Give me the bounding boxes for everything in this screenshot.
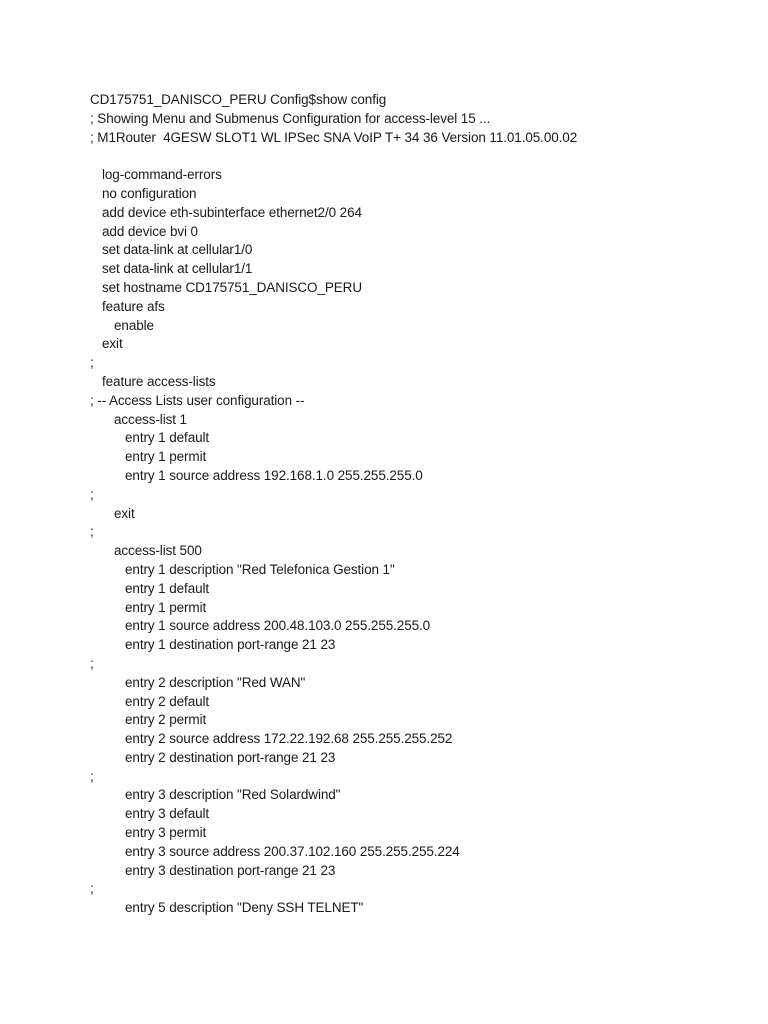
- comment-line: ;: [90, 486, 94, 502]
- config-line: entry 1 description "Red Telefonica Gestion 1": [125, 561, 395, 577]
- config-line: CD175751_DANISCO_PERU Config$show config: [90, 92, 387, 107]
- config-line: entry 2 destination port-range 21 23: [125, 749, 336, 765]
- comment-line: ;: [90, 655, 94, 671]
- config-line: entry 1 source address 200.48.103.0 255.255.255.0: [125, 618, 431, 634]
- config-line: log-command-errors: [102, 167, 222, 183]
- config-line: enable: [114, 317, 154, 333]
- comment-line: ;: [90, 355, 94, 371]
- config-line: entry 3 permit: [125, 825, 207, 841]
- config-line: entry 2 source address 172.22.192.68 255.255.255.252: [125, 731, 453, 747]
- config-line: entry 2 default: [125, 693, 210, 709]
- config-line: entry 5 description "Deny SSH TELNET": [125, 900, 364, 916]
- config-listing: [90, 91, 750, 918]
- config-line: no configuration: [102, 185, 197, 201]
- config-line: entry 3 source address 200.37.102.160 255.255.255.224: [125, 843, 460, 859]
- comment-line: ;: [90, 768, 94, 784]
- config-line: entry 1 default: [125, 580, 210, 596]
- config-line: entry 1 source address 192.168.1.0 255.255.255.0: [125, 467, 423, 483]
- comment-line: ; Showing Menu and Submenus Configuration for access-level 15 ...: [90, 110, 491, 126]
- config-line: entry 1 permit: [125, 449, 207, 465]
- config-line: entry 3 destination port-range 21 23: [125, 862, 336, 878]
- config-line: feature access-lists: [102, 373, 216, 389]
- config-line: exit: [114, 505, 135, 521]
- config-line: set hostname CD175751_DANISCO_PERU: [102, 279, 362, 295]
- config-line: entry 3 default: [125, 806, 210, 822]
- comment-line: ;: [90, 881, 94, 897]
- config-line: entry 1 default: [125, 430, 210, 446]
- config-line: entry 2 permit: [125, 712, 207, 728]
- config-line: set data-link at cellular1/0: [102, 242, 253, 258]
- config-line: entry 1 permit: [125, 599, 207, 615]
- config-line: feature afs: [102, 298, 165, 314]
- config-line: set data-link at cellular1/1: [102, 261, 253, 277]
- config-line: access-list 500: [114, 543, 202, 559]
- config-line: entry 3 description "Red Solardwind": [125, 787, 341, 803]
- config-line: access-list 1: [114, 411, 187, 427]
- config-line: entry 2 description "Red WAN": [125, 674, 306, 690]
- comment-line: ; -- Access Lists user configuration --: [90, 392, 305, 408]
- config-line: entry 1 destination port-range 21 23: [125, 637, 336, 653]
- comment-line: ;: [90, 524, 94, 540]
- comment-line: ; M1Router 4GESW SLOT1 WL IPSec SNA VoIP T+ 34 36 Version 11.01.05.00.02: [90, 129, 578, 145]
- config-line: add device eth-subinterface ethernet2/0 264: [102, 204, 362, 220]
- blank-line: [90, 147, 750, 166]
- config-line: exit: [102, 336, 123, 352]
- config-line: add device bvi 0: [102, 223, 198, 239]
